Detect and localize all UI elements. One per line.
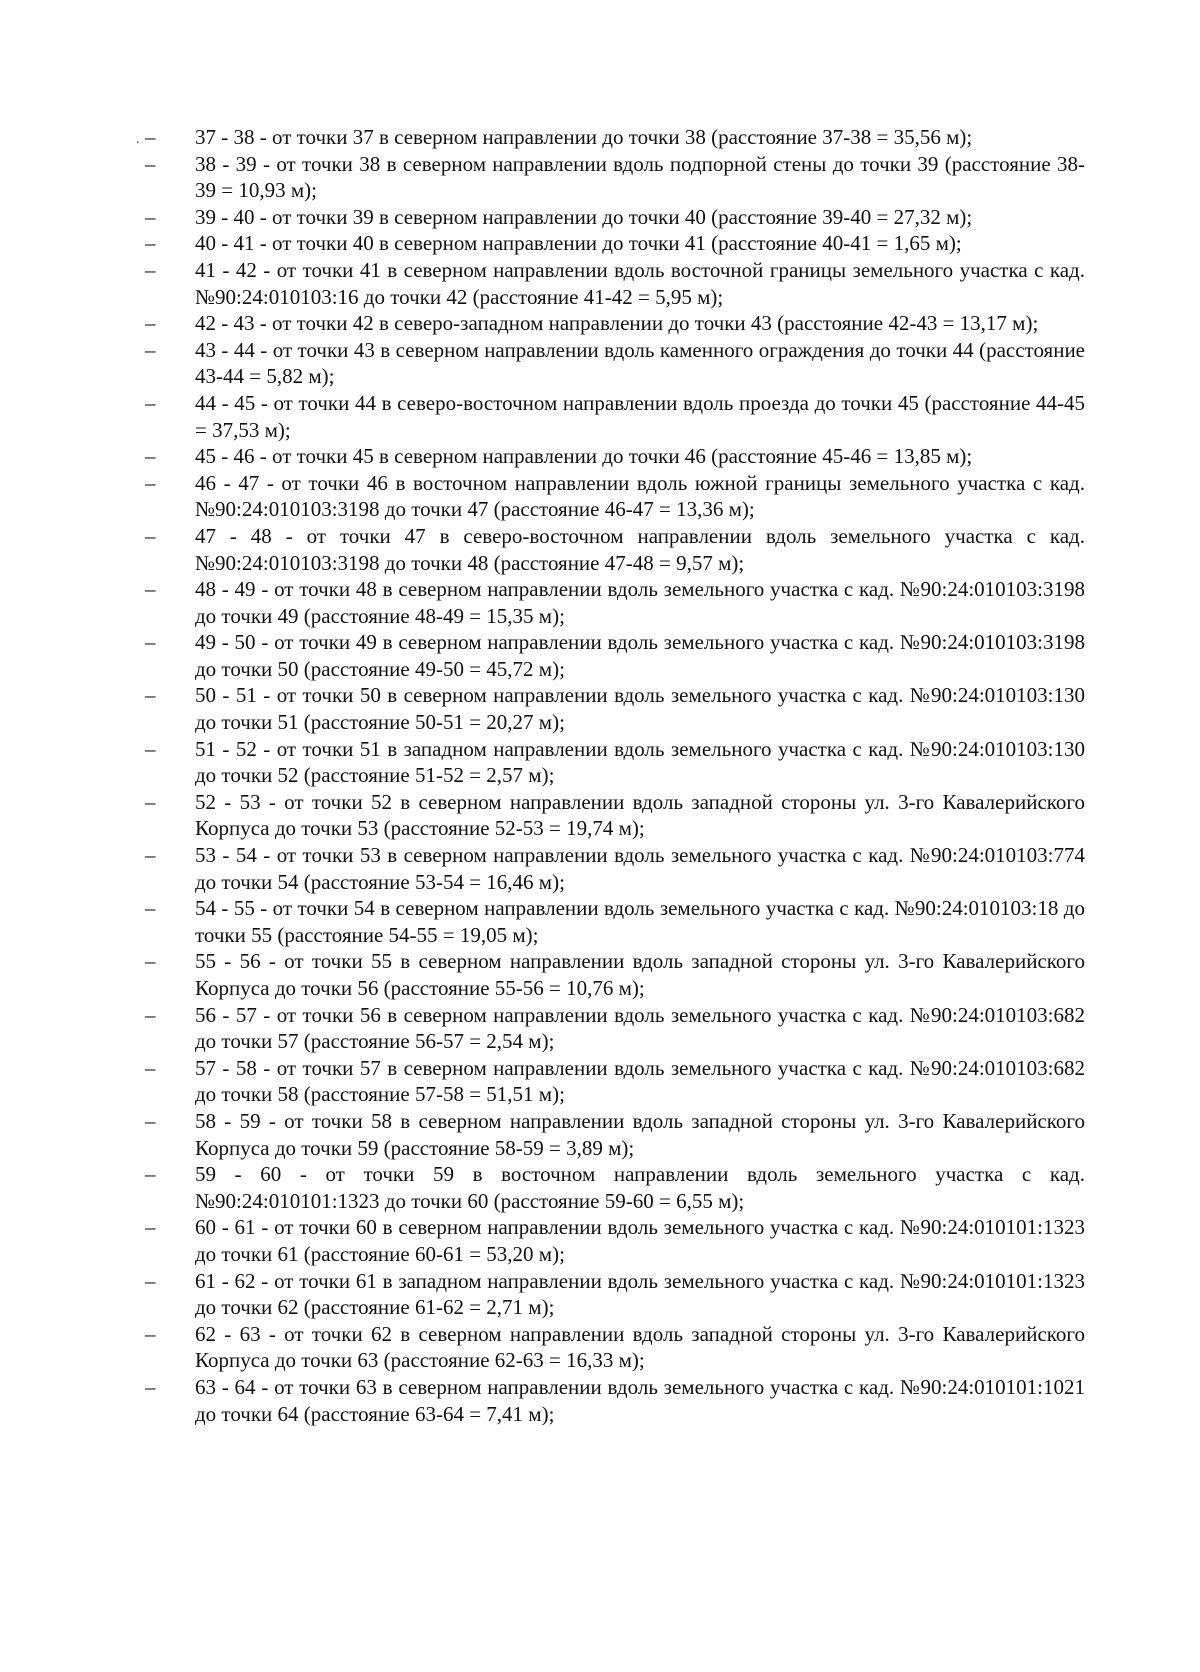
list-item <box>145 682 1085 735</box>
dash-bullet: – <box>145 257 156 282</box>
list-item-text: 39 - 40 - от точки 39 в северном направлении до точки 40 (расстояние 39-40 = 27,32 м); <box>195 204 973 229</box>
list-item <box>145 470 1085 523</box>
list-item-text: 48 - 49 - от точки 48 в северном направлении вдоль земельного участка с кад. №90:24:010103:3198 до точки 49 (расстояние 48-49 = 15,35 м); <box>195 577 1085 628</box>
list-item-text: 50 - 51 - от точки 50 в северном направлении вдоль земельного участка с кад. №90:24:010103:130 до точки 51 (расстояние 50-51 = 20,27 м); <box>195 683 1085 735</box>
list-item-text: 53 - 54 - от точки 53 в северном направлении вдоль земельного участка с кад. №90:24:010103:774 до точки 54 (расстояние 53-54 = 16,46 м); <box>195 843 1085 894</box>
dash-bullet: – <box>145 949 156 974</box>
list-item-text: 41 - 42 - от точки 41 в северном направлении вдоль восточной границы земельного участка с кад. №90:24:010103:16 до точки 42 (расстояние 41-42 = 5,95 м); <box>195 257 1085 309</box>
dash-bullet: – <box>145 231 156 256</box>
list-item-text: 54 - 55 - от точки 54 в северном направлении вдоль земельного участка с кад. №90:24:010103:18 до точки 55 (расстояние 54-55 = 19,05 м); <box>195 896 1085 947</box>
list-item-text: 42 - 43 - от точки 42 в северо-западном направлении до точки 43 (расстояние 42-43 = 13,17 м); <box>195 311 1039 336</box>
list-item <box>145 310 1085 337</box>
list-item <box>145 948 1085 1001</box>
list-item <box>145 1214 1085 1267</box>
list-item <box>145 390 1085 443</box>
list-item <box>145 337 1085 390</box>
list-item <box>145 1374 1085 1427</box>
list-item-text: 57 - 58 - от точки 57 в северном направлении вдоль земельного участка с кад. №90:24:010103:682 до точки 58 (расстояние 57-58 = 51,51 м); <box>195 1055 1085 1107</box>
list-item <box>145 230 1085 257</box>
list-item-text: 56 - 57 - от точки 56 в северном направлении вдоль земельного участка с кад. №90:24:010103:682 до точки 57 (расстояние 56-57 = 2,54 м); <box>195 1002 1085 1054</box>
list-item-text: 59 - 60 - от точки 59 в восточном направлении вдоль земельного участка с кад. №90:24:010101:1323 до точки 60 (расстояние 59-60 = 6,55 м); <box>195 1162 1085 1213</box>
dash-bullet: – <box>145 896 156 921</box>
list-item-text: 43 - 44 - от точки 43 в северном направлении вдоль каменного ограждения до точки 44 (расстояние 43-44 = 5,82 м); <box>195 337 1085 389</box>
dash-bullet: – <box>145 444 156 469</box>
list-item <box>145 257 1085 310</box>
dash-bullet: – <box>145 204 156 229</box>
list-item-text: 58 - 59 - от точки 58 в северном направлении вдоль западной стороны ул. 3-го Кавалерийского Корпуса до точки 59 (расстояние 58-59 = 3,89 м); <box>195 1108 1085 1160</box>
dash-bullet: – <box>145 151 156 176</box>
list-item-text: 55 - 56 - от точки 55 в северном направлении вдоль западной стороны ул. 3-го Кавалерийского Корпуса до точки 56 (расстояние 55-56 = 10,76 м); <box>195 949 1085 1000</box>
dash-bullet: – <box>145 843 156 868</box>
dash-bullet: – <box>145 630 156 655</box>
list-item-text: 61 - 62 - от точки 61 в западном направлении вдоль земельного участка с кад. №90:24:010101:1323 до точки 62 (расстояние 61-62 = 2,71 м); <box>195 1268 1085 1320</box>
list-item <box>145 576 1085 629</box>
list-item <box>145 1321 1085 1374</box>
list-item-text: 45 - 46 - от точки 45 в северном направлении до точки 46 (расстояние 45-46 = 13,85 м); <box>195 444 973 469</box>
dash-bullet: – <box>145 577 156 602</box>
dash-bullet: – <box>145 390 156 415</box>
list-item <box>145 124 1085 151</box>
list-item <box>145 842 1085 895</box>
dash-bullet: – <box>145 1002 156 1027</box>
list-item-text: 37 - 38 - от точки 37 в северном направлении до точки 38 (расстояние 37-38 = 35,56 м); <box>195 125 973 149</box>
dash-bullet: – <box>145 523 156 548</box>
list-item-text: 47 - 48 - от точки 47 в северо-восточном направлении вдоль земельного участка с кад. №90:24:010103:3198 до точки 48 (расстояние 47-48 = 9,57 м); <box>195 523 1085 575</box>
dash-bullet: – <box>145 789 156 814</box>
dash-bullet: – <box>145 470 156 495</box>
dash-bullet: – <box>145 1268 156 1293</box>
list-item-text: 52 - 53 - от точки 52 в северном направлении вдоль западной стороны ул. 3-го Кавалерийского Корпуса до точки 53 (расстояние 52-53 = 19,74 м); <box>195 789 1085 841</box>
list-item <box>145 151 1085 204</box>
list-item-text: 49 - 50 - от точки 49 в северном направлении вдоль земельного участка с кад. №90:24:010103:3198 до точки 50 (расстояние 49-50 = 45,72 м); <box>195 630 1085 681</box>
dash-bullet: – <box>145 1108 156 1133</box>
list-item-text: 44 - 45 - от точки 44 в северо-восточном направлении вдоль проезда до точки 45 (расстояние 44-45 = 37,53 м); <box>195 390 1085 442</box>
list-item-text: 46 - 47 - от точки 46 в восточном направлении вдоль южной границы земельного участка с кад. №90:24:010103:3198 до точки 47 (расстояние 46-47 = 13,36 м); <box>195 470 1085 522</box>
dash-bullet: – <box>145 736 156 761</box>
list-item-text: 40 - 41 - от точки 40 в северном направлении до точки 41 (расстояние 40-41 = 1,65 м); <box>195 231 962 256</box>
stray-mark: . <box>136 132 140 147</box>
list-item <box>145 629 1085 682</box>
list-item <box>145 523 1085 576</box>
dash-bullet: – <box>145 125 156 149</box>
dash-bullet: – <box>145 1162 156 1187</box>
boundary-segment-list <box>145 124 1085 1427</box>
list-item <box>145 736 1085 789</box>
dash-bullet: – <box>145 1055 156 1080</box>
dash-bullet: – <box>145 1215 156 1240</box>
list-item-text: 38 - 39 - от точки 38 в северном направлении вдоль подпорной стены до точки 39 (расстояние 38-39 = 10,93 м); <box>195 151 1085 203</box>
dash-bullet: – <box>145 1321 156 1346</box>
list-item <box>145 1002 1085 1055</box>
dash-bullet: – <box>145 683 156 708</box>
dash-bullet: – <box>145 337 156 362</box>
list-item <box>145 895 1085 948</box>
list-item <box>145 204 1085 231</box>
list-item <box>145 1268 1085 1321</box>
list-item <box>145 443 1085 470</box>
list-item-text: 51 - 52 - от точки 51 в западном направлении вдоль земельного участка с кад. №90:24:010103:130 до точки 52 (расстояние 51-52 = 2,57 м); <box>195 736 1085 788</box>
list-item-text: 63 - 64 - от точки 63 в северном направлении вдоль земельного участка с кад. №90:24:010101:1021 до точки 64 (расстояние 63-64 = 7,41 м); <box>195 1374 1085 1426</box>
list-item <box>145 1108 1085 1161</box>
list-item <box>145 1161 1085 1214</box>
list-item-text: 60 - 61 - от точки 60 в северном направлении вдоль земельного участка с кад. №90:24:010101:1323 до точки 61 (расстояние 60-61 = 53,20 м); <box>195 1215 1085 1266</box>
dash-bullet: – <box>145 1374 156 1399</box>
list-item-text: 62 - 63 - от точки 62 в северном направлении вдоль западной стороны ул. 3-го Кавалерийского Корпуса до точки 63 (расстояние 62-63 = 16,33 м); <box>195 1321 1085 1373</box>
dash-bullet: – <box>145 311 156 336</box>
list-item <box>145 789 1085 842</box>
list-item <box>145 1055 1085 1108</box>
